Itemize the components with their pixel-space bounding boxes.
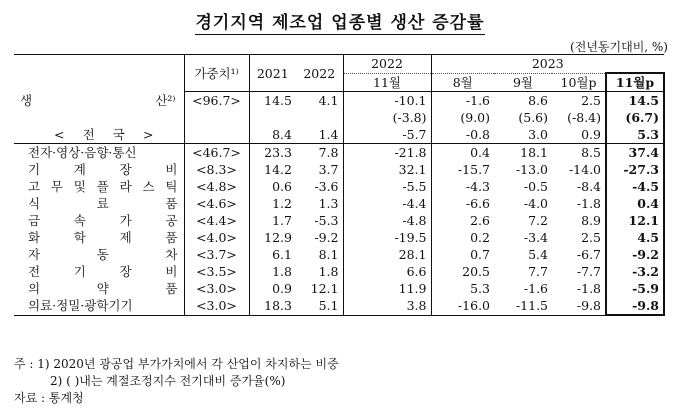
cell-v2022: 8.1 (318, 247, 339, 262)
cell-oct: -9.8 (552, 297, 606, 315)
cell-label: 전자·영상·음향·통신 (28, 145, 137, 160)
cell-label: 기 계 장 비 (28, 162, 178, 177)
cell-v2021: 14.5 (249, 92, 296, 110)
cell-v2021: 1.8 (249, 263, 296, 280)
cell-v2021: 0.6 (249, 178, 296, 195)
cell-oct: -14.0 (568, 162, 601, 177)
cell-weight (184, 109, 249, 126)
header-nov-2022: 11월 (343, 73, 431, 92)
table-row (14, 195, 664, 212)
cell-oct: 2.5 (581, 230, 601, 245)
cell-sep: 7.7 (528, 264, 548, 279)
cell-sep: (5.6) (518, 110, 548, 125)
cell-weight: <4.8> (184, 178, 249, 195)
cell-nov22: -19.5 (343, 229, 431, 246)
cell-oct: 8.5 (581, 145, 601, 160)
cell-label: 의료·정밀·광학기기 (14, 297, 184, 315)
source-note: 자료 : 통계청 (14, 391, 84, 405)
cell-nov23: -9.2 (606, 246, 664, 263)
cell-nov23: 0.4 (606, 195, 664, 212)
cell-sep: 18.1 (520, 145, 548, 160)
cell-v2021: 18.3 (249, 297, 296, 315)
header-2022-group: 2022 (343, 55, 431, 74)
table-row (14, 246, 664, 263)
cell-sep: -13.0 (515, 162, 548, 177)
cell-weight: <3.0> (184, 280, 249, 297)
cell-nov23: -4.5 (606, 178, 664, 195)
cell-v2022: 1.3 (318, 196, 339, 211)
cell-v2022: -9.2 (314, 230, 339, 245)
cell-sep: 8.6 (528, 93, 548, 108)
cell-oct: -1.8 (576, 281, 601, 296)
note-2: 2) ( )내는 계절조정지수 전기대비 증가율(%) (50, 374, 286, 388)
cell-oct: -6.7 (576, 247, 601, 262)
cell-weight: <96.7> (184, 92, 249, 110)
note-1: 주 : 1) 2020년 광공업 부가가치에서 각 산업이 차지하는 비중 (14, 357, 339, 371)
cell-oct: 0.9 (552, 126, 606, 144)
header-aug: 8월 (431, 73, 494, 92)
cell-weight: <4.6> (184, 195, 249, 212)
cell-sep: 7.2 (528, 213, 548, 228)
cell-label: 화 학 제 품 (28, 230, 178, 245)
cell-weight: <46.7> (184, 144, 249, 162)
cell-weight: <3.5> (184, 263, 249, 280)
cell-sep: -0.5 (523, 179, 548, 194)
cell-nov23: -27.3 (606, 161, 664, 178)
table-row (14, 280, 664, 297)
cell-oct: -1.8 (576, 196, 601, 211)
cell-v2022: 7.8 (318, 145, 339, 160)
table-row (14, 297, 664, 315)
cell-aug: -0.8 (431, 126, 494, 144)
cell-v2021: 8.4 (249, 126, 296, 144)
cell-label: 고 무 및 플 라 스 틱 (28, 179, 178, 194)
cell-weight (184, 126, 249, 144)
cell-aug: 0.4 (431, 144, 494, 162)
cell-v2021 (249, 109, 296, 126)
production-table (14, 54, 665, 316)
cell-oct: 8.9 (581, 213, 601, 228)
cell-aug: -16.0 (431, 297, 494, 315)
cell-v2021: 23.3 (249, 144, 296, 162)
cell-nov23: -3.2 (606, 263, 664, 280)
cell-label: 전 기 장 비 (28, 264, 178, 279)
table-row (14, 144, 664, 162)
cell-v2022: 1.8 (318, 264, 339, 279)
header-weight: 가중치¹⁾ (184, 55, 249, 92)
cell-aug: 5.3 (431, 280, 494, 297)
cell-sep: 3.0 (494, 126, 552, 144)
cell-nov23: -5.9 (606, 280, 664, 297)
cell-nov23: 12.1 (606, 212, 664, 229)
cell-oct: -8.4 (576, 179, 601, 194)
header-2023-group: 2023 (431, 55, 664, 74)
cell-nov22: -21.8 (343, 144, 431, 162)
header-2021: 2021 (249, 55, 296, 92)
header-2022: 2022 (296, 55, 343, 92)
cell-nov22: -5.5 (343, 178, 431, 195)
cell-v2022: 12.1 (310, 281, 339, 296)
cell-nov23: 37.4 (606, 144, 664, 162)
table-row (14, 229, 664, 246)
cell-aug: -4.3 (431, 178, 494, 195)
cell-nov23: 5.3 (606, 126, 664, 144)
cell-aug: 0.2 (431, 229, 494, 246)
cell-oct: -7.7 (576, 264, 601, 279)
cell-nov23: 4.5 (606, 229, 664, 246)
cell-v2022: 4.1 (318, 93, 339, 108)
table-row (14, 109, 664, 126)
cell-nov22: -4.8 (343, 212, 431, 229)
table-row (14, 92, 664, 110)
cell-nov22: 3.8 (343, 297, 431, 315)
cell-v2021: 1.7 (249, 212, 296, 229)
cell-oct: 2.5 (581, 93, 601, 108)
cell-sep: -1.6 (523, 281, 548, 296)
cell-v2022: -5.3 (314, 213, 339, 228)
cell-label: 금 속 가 공 (28, 213, 178, 228)
table-row (14, 161, 664, 178)
cell-v2021: 6.1 (249, 246, 296, 263)
cell-nov22: 11.9 (343, 280, 431, 297)
cell-aug: 2.6 (431, 212, 494, 229)
cell-v2021: 0.9 (249, 280, 296, 297)
cell-label (14, 109, 184, 126)
cell-weight: <3.7> (184, 246, 249, 263)
table-body (14, 92, 664, 316)
header-nov-2023: 11월p (606, 73, 664, 92)
cell-aug: 0.7 (431, 246, 494, 263)
cell-oct: (-8.4) (567, 110, 601, 125)
cell-label: 의 약 품 (28, 281, 178, 296)
cell-nov22: 28.1 (343, 246, 431, 263)
cell-weight: <4.0> (184, 229, 249, 246)
cell-label: 식 료 품 (28, 196, 178, 211)
cell-v2021: 14.2 (249, 161, 296, 178)
table-row (14, 126, 664, 144)
cell-aug: -6.6 (431, 195, 494, 212)
cell-sep: -11.5 (494, 297, 552, 315)
cell-nov23: -9.8 (606, 297, 664, 315)
cell-label: < 전 국 > (14, 126, 184, 144)
cell-sep: 5.4 (528, 247, 548, 262)
cell-aug: -15.7 (431, 161, 494, 178)
cell-nov23: 14.5 (606, 92, 664, 110)
table-row (14, 178, 664, 195)
cell-label: 자 동 차 (28, 247, 178, 262)
cell-aug: -1.6 (431, 92, 494, 110)
cell-v2021: 1.2 (249, 195, 296, 212)
cell-aug: 20.5 (431, 263, 494, 280)
cell-nov23: (6.7) (606, 109, 664, 126)
cell-nov22: 32.1 (343, 161, 431, 178)
unit-label: (전년동기대비, %) (570, 40, 668, 54)
cell-v2022: 3.7 (318, 162, 339, 177)
header-row-1 (14, 55, 664, 74)
cell-v2021: 12.9 (249, 229, 296, 246)
cell-v2022 (296, 109, 343, 126)
cell-aug: (9.0) (431, 109, 494, 126)
cell-weight: <8.3> (184, 161, 249, 178)
cell-v2022: 5.1 (296, 297, 343, 315)
cell-sep: -3.4 (523, 230, 548, 245)
cell-label: 생 산²⁾ (20, 92, 176, 108)
cell-nov22: 6.6 (343, 263, 431, 280)
cell-v2022: 1.4 (296, 126, 343, 144)
table-row (14, 263, 664, 280)
header-sep: 9월 (494, 73, 552, 92)
cell-nov22: -10.1 (343, 92, 431, 110)
cell-nov22: -4.4 (343, 195, 431, 212)
table-title: 경기지역 제조업 업종별 생산 증감률 (195, 13, 485, 33)
cell-v2022: -3.6 (314, 179, 339, 194)
header-oct: 10월p (552, 73, 606, 92)
cell-sep: -4.0 (523, 196, 548, 211)
table-row (14, 212, 664, 229)
cell-nov22: -5.7 (343, 126, 431, 144)
cell-weight: <3.0> (184, 297, 249, 315)
header-blank (14, 55, 184, 92)
cell-weight: <4.4> (184, 212, 249, 229)
cell-nov22: (-3.8) (343, 109, 431, 126)
